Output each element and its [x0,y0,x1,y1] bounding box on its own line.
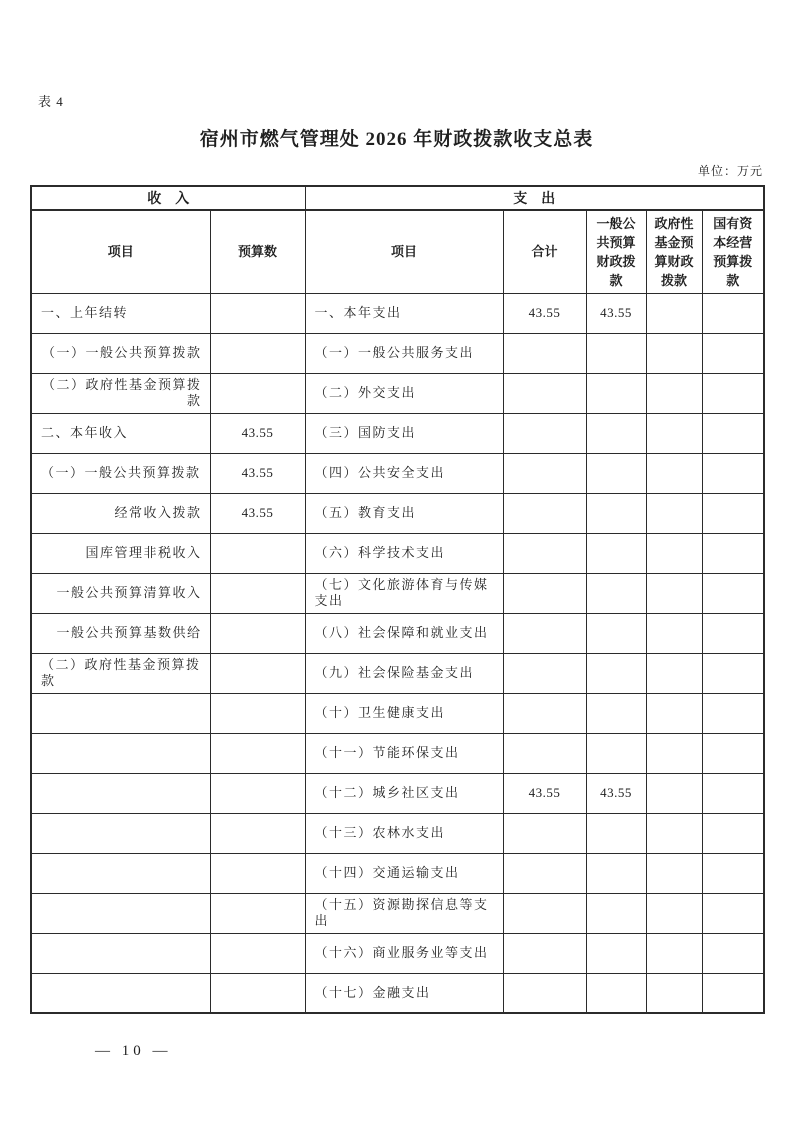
expenditure-fund-budget-cell [646,693,702,733]
expenditure-fund-budget-cell [646,333,702,373]
expenditure-fund-budget-cell [646,573,702,613]
expenditure-fund-budget-cell [646,453,702,493]
income-item-cell [31,813,210,853]
expenditure-total-cell [503,853,586,893]
expenditure-total-cell [503,893,586,933]
expenditure-general-budget-cell [586,933,646,973]
expenditure-total-cell: 43.55 [503,293,586,333]
income-budget-cell [210,733,305,773]
expenditure-total-cell [503,653,586,693]
table-number-label: 表 4 [38,94,64,109]
expenditure-general-budget-cell [586,573,646,613]
expenditure-total-cell [503,933,586,973]
col-header-income-budget: 预算数 [210,210,305,293]
expenditure-item-cell: （一）一般公共服务支出 [305,333,503,373]
expenditure-general-budget-cell [586,893,646,933]
expenditure-capital-budget-cell [702,493,764,533]
income-item-cell: （一）一般公共预算拨款 [31,333,210,373]
expenditure-item-cell: （十七）金融支出 [305,973,503,1013]
page-number: — 10 — [95,1043,172,1059]
income-item-cell: 一般公共预算清算收入 [31,573,210,613]
income-item-cell [31,893,210,933]
column-header-row [31,210,764,293]
col-header-expenditure-total: 合计 [503,210,586,293]
expenditure-item-cell: （三）国防支出 [305,413,503,453]
table-body [31,293,764,1013]
table-row [31,453,764,493]
expenditure-general-budget-cell [586,973,646,1013]
income-budget-cell [210,933,305,973]
expenditure-capital-budget-cell [702,573,764,613]
expenditure-fund-budget-cell [646,613,702,653]
expenditure-capital-budget-cell [702,333,764,373]
expenditure-total-cell [503,613,586,653]
income-budget-cell [210,893,305,933]
expenditure-item-cell: （二）外交支出 [305,373,503,413]
expenditure-item-cell: （十）卫生健康支出 [305,693,503,733]
table-row [31,893,764,933]
expenditure-capital-budget-cell [702,733,764,773]
expenditure-capital-budget-cell [702,693,764,733]
income-budget-cell [210,333,305,373]
expenditure-total-cell: 43.55 [503,773,586,813]
col-header-state-capital-budget: 国有资本经营预算拨款 [702,210,764,293]
income-item-cell [31,733,210,773]
income-budget-cell [210,813,305,853]
expenditure-total-cell [503,973,586,1013]
unit-note: 单位：万元 [697,164,763,178]
income-item-cell: （二）政府性基金预算拨款 [31,373,210,413]
table-row [31,413,764,453]
expenditure-total-cell [503,413,586,453]
expenditure-capital-budget-cell [702,613,764,653]
expenditure-fund-budget-cell [646,413,702,453]
expenditure-capital-budget-cell [702,853,764,893]
income-budget-cell [210,693,305,733]
expenditure-general-budget-cell [586,853,646,893]
expenditure-fund-budget-cell [646,493,702,533]
expenditure-total-cell [503,333,586,373]
expenditure-capital-budget-cell [702,653,764,693]
table-row [31,573,764,613]
expenditure-item-cell: （十六）商业服务业等支出 [305,933,503,973]
income-item-cell: 经常收入拨款 [31,493,210,533]
expenditure-item-cell: （十二）城乡社区支出 [305,773,503,813]
expenditure-fund-budget-cell [646,813,702,853]
expenditure-fund-budget-cell [646,773,702,813]
table-row [31,733,764,773]
table-row [31,693,764,733]
table-row [31,973,764,1013]
expenditure-total-cell [503,693,586,733]
expenditure-general-budget-cell [586,413,646,453]
income-budget-cell: 43.55 [210,453,305,493]
income-item-cell [31,693,210,733]
expenditure-item-cell: （十一）节能环保支出 [305,733,503,773]
col-header-government-fund-budget: 政府性基金预算财政拨款 [646,210,702,293]
expenditure-general-budget-cell [586,493,646,533]
expenditure-fund-budget-cell [646,533,702,573]
table-row [31,773,764,813]
income-budget-cell [210,573,305,613]
expenditure-total-cell [503,493,586,533]
expenditure-general-budget-cell [586,813,646,853]
income-item-cell [31,773,210,813]
expenditure-general-budget-cell [586,693,646,733]
income-budget-cell [210,653,305,693]
expenditure-item-cell: （八）社会保障和就业支出 [305,613,503,653]
expenditure-total-cell [503,453,586,493]
expenditure-capital-budget-cell [702,973,764,1013]
table-row [31,293,764,333]
income-item-cell: （二）政府性基金预算拨款 [31,653,210,693]
table-row [31,373,764,413]
income-budget-cell [210,293,305,333]
expenditure-capital-budget-cell [702,773,764,813]
expenditure-item-cell: 一、本年支出 [305,293,503,333]
expenditure-total-cell [503,373,586,413]
income-budget-cell [210,853,305,893]
table-row [31,653,764,693]
expenditure-capital-budget-cell [702,293,764,333]
expenditure-general-budget-cell [586,373,646,413]
table-row [31,933,764,973]
expenditure-fund-budget-cell [646,973,702,1013]
expenditure-capital-budget-cell [702,933,764,973]
income-budget-cell [210,613,305,653]
expenditure-general-budget-cell [586,333,646,373]
table-row [31,613,764,653]
col-header-income-item: 项目 [31,210,210,293]
income-item-cell: 一般公共预算基数供给 [31,613,210,653]
group-header-row [31,186,764,210]
expenditure-group-header: 支 出 [305,186,764,210]
expenditure-capital-budget-cell [702,373,764,413]
expenditure-item-cell: （五）教育支出 [305,493,503,533]
expenditure-general-budget-cell [586,453,646,493]
expenditure-fund-budget-cell [646,733,702,773]
expenditure-item-cell: （十五）资源勘探信息等支出 [305,893,503,933]
income-item-cell [31,973,210,1013]
income-budget-cell: 43.55 [210,413,305,453]
table-row [31,333,764,373]
expenditure-fund-budget-cell [646,373,702,413]
expenditure-fund-budget-cell [646,293,702,333]
expenditure-item-cell: （十四）交通运输支出 [305,853,503,893]
income-budget-cell [210,373,305,413]
page-title: 宿州市燃气管理处 2026 年财政拨款收支总表 [199,129,594,150]
income-item-cell: （一）一般公共预算拨款 [31,453,210,493]
expenditure-general-budget-cell [586,613,646,653]
table-row [31,493,764,533]
expenditure-item-cell: （四）公共安全支出 [305,453,503,493]
table-row [31,533,764,573]
income-budget-cell: 43.55 [210,493,305,533]
expenditure-item-cell: （六）科学技术支出 [305,533,503,573]
income-budget-cell [210,773,305,813]
expenditure-fund-budget-cell [646,893,702,933]
expenditure-item-cell: （十三）农林水支出 [305,813,503,853]
col-header-expenditure-item: 项目 [305,210,503,293]
expenditure-fund-budget-cell [646,853,702,893]
income-item-cell: 国库管理非税收入 [31,533,210,573]
expenditure-item-cell: （七）文化旅游体育与传媒支出 [305,573,503,613]
income-item-cell: 一、上年结转 [31,293,210,333]
budget-summary-table [30,185,765,1014]
expenditure-general-budget-cell: 43.55 [586,293,646,333]
income-budget-cell [210,973,305,1013]
income-group-header: 收 入 [31,186,305,210]
expenditure-capital-budget-cell [702,813,764,853]
expenditure-capital-budget-cell [702,453,764,493]
table-row [31,813,764,853]
expenditure-total-cell [503,733,586,773]
col-header-general-public-budget: 一般公共预算财政拨款 [586,210,646,293]
expenditure-total-cell [503,813,586,853]
expenditure-general-budget-cell: 43.55 [586,773,646,813]
expenditure-total-cell [503,533,586,573]
income-item-cell [31,853,210,893]
expenditure-capital-budget-cell [702,533,764,573]
expenditure-general-budget-cell [586,533,646,573]
expenditure-capital-budget-cell [702,413,764,453]
expenditure-item-cell: （九）社会保险基金支出 [305,653,503,693]
expenditure-capital-budget-cell [702,893,764,933]
expenditure-fund-budget-cell [646,933,702,973]
expenditure-general-budget-cell [586,733,646,773]
income-item-cell [31,933,210,973]
income-item-cell: 二、本年收入 [31,413,210,453]
table-row [31,853,764,893]
expenditure-fund-budget-cell [646,653,702,693]
income-budget-cell [210,533,305,573]
expenditure-general-budget-cell [586,653,646,693]
expenditure-total-cell [503,573,586,613]
